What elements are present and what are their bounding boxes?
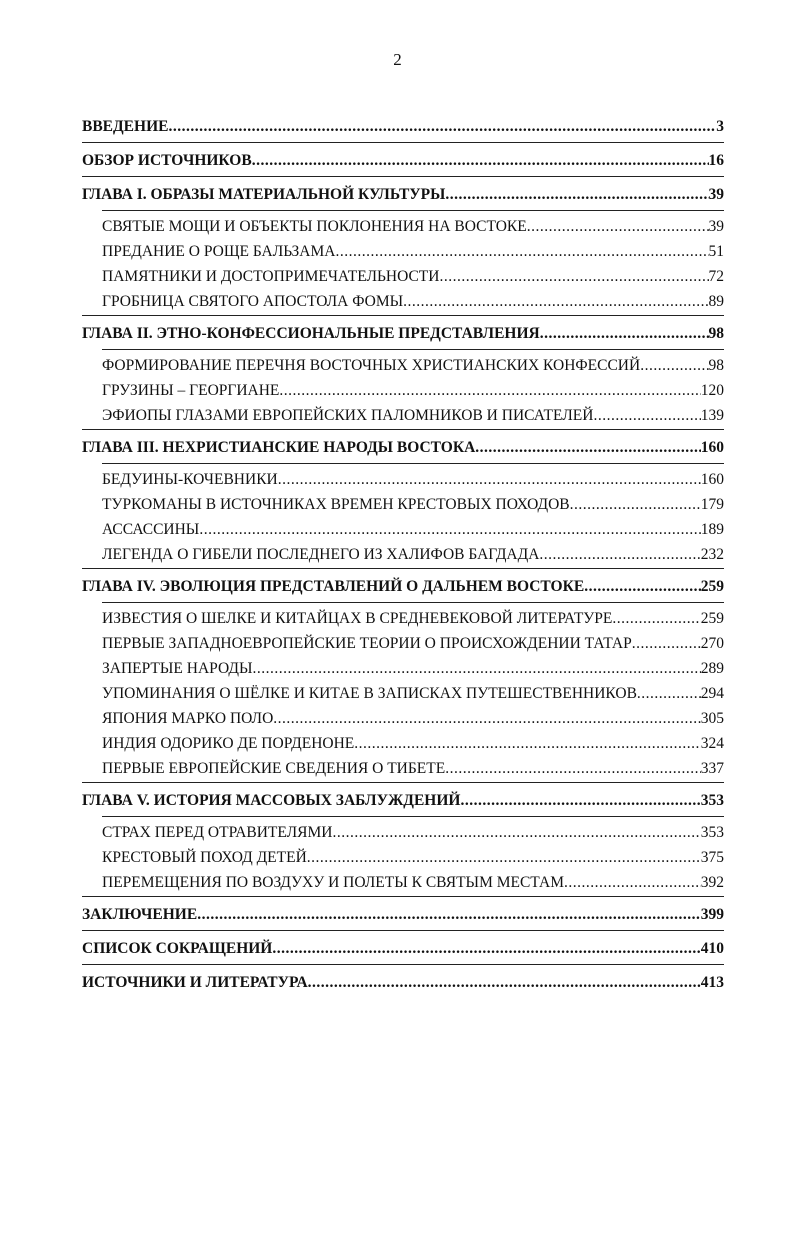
toc-leader-dots xyxy=(272,934,700,963)
toc-entry-title: СВЯТЫЕ МОЩИ И ОБЪЕКТЫ ПОКЛОНЕНИЯ НА ВОСТОКЕ xyxy=(102,218,527,235)
toc-chapter-entry xyxy=(82,180,724,209)
chapter-divider xyxy=(102,349,724,350)
toc-entry-page: 294 xyxy=(700,685,724,702)
toc-chapter-entry xyxy=(82,146,724,175)
toc-entry-title: ПЕРВЫЕ ЗАПАДНОЕВРОПЕЙСКИЕ ТЕОРИИ О ПРОИСХОЖДЕНИИ ТАТАР xyxy=(102,635,632,652)
toc-entry-page: 413 xyxy=(700,974,724,991)
toc-leader-dots xyxy=(307,845,701,870)
toc-leader-dots xyxy=(335,239,708,264)
table-of-contents xyxy=(82,112,724,997)
toc-section-entry xyxy=(102,403,724,428)
toc-entry-title: КРЕСТОВЫЙ ПОХОД ДЕТЕЙ xyxy=(102,849,307,866)
toc-section-entry xyxy=(102,378,724,403)
toc-leader-dots xyxy=(199,517,700,542)
toc-entry-title: ОБЗОР ИСТОЧНИКОВ xyxy=(82,152,252,169)
toc-entry-title: ИСТОЧНИКИ И ЛИТЕРАТУРА xyxy=(82,974,308,991)
chapter-divider xyxy=(82,896,724,897)
toc-leader-dots xyxy=(439,264,708,289)
toc-section-entry xyxy=(102,517,724,542)
toc-entry-title: ГЛАВА III. НЕХРИСТИАНСКИЕ НАРОДЫ ВОСТОКА xyxy=(82,439,476,456)
toc-leader-dots xyxy=(354,731,701,756)
toc-leader-dots xyxy=(403,289,708,314)
toc-leader-dots xyxy=(278,467,701,492)
toc-entry-title: ПРЕДАНИЕ О РОЩЕ БАЛЬЗАМА xyxy=(102,243,336,260)
toc-section-entry xyxy=(102,214,724,239)
page-number: 2 xyxy=(393,50,402,69)
toc-entry-page: 189 xyxy=(700,521,724,538)
toc-chapter-entry xyxy=(82,112,724,141)
toc-section-entry xyxy=(102,631,724,656)
chapter-divider xyxy=(102,602,724,603)
toc-entry-title: ФОРМИРОВАНИЕ ПЕРЕЧНЯ ВОСТОЧНЫХ ХРИСТИАНСКИХ КОНФЕССИЙ xyxy=(102,357,641,374)
toc-entry-title: ВВЕДЕНИЕ xyxy=(82,118,169,135)
toc-leader-dots xyxy=(279,378,700,403)
toc-entry-title: ИНДИЯ ОДОРИКО ДЕ ПОРДЕНОНЕ xyxy=(102,735,355,752)
toc-entry-title: ГЛАВА II. ЭТНО-КОНФЕССИОНАЛЬНЫЕ ПРЕДСТАВЛЕНИЯ xyxy=(82,325,540,342)
toc-entry-title: ЭФИОПЫ ГЛАЗАМИ ЕВРОПЕЙСКИХ ПАЛОМНИКОВ И ПИСАТЕЛЕЙ xyxy=(102,407,594,424)
entry-divider xyxy=(82,176,724,177)
toc-entry-page: 179 xyxy=(700,496,724,513)
toc-entry-page: 160 xyxy=(700,439,724,456)
toc-entry-title: ГЛАВА IV. ЭВОЛЮЦИЯ ПРЕДСТАВЛЕНИЙ О ДАЛЬНЕМ ВОСТОКЕ xyxy=(82,578,585,595)
entry-divider xyxy=(82,142,724,143)
toc-entry-page: 353 xyxy=(700,792,724,809)
toc-entry-title: ЗАКЛЮЧЕНИЕ xyxy=(82,906,198,923)
toc-section-entry xyxy=(102,239,724,264)
toc-entry-title: ЗАПЕРТЫЕ НАРОДЫ xyxy=(102,660,253,677)
toc-entry-page: 270 xyxy=(700,635,724,652)
toc-chapter-entry xyxy=(82,900,724,929)
chapter-divider xyxy=(82,782,724,783)
toc-entry-page: 89 xyxy=(708,293,724,310)
toc-leader-dots xyxy=(527,214,709,239)
toc-entry-title: УПОМИНАНИЯ О ШЁЛКЕ И КИТАЕ В ЗАПИСКАХ ПУТЕШЕСТВЕННИКОВ xyxy=(102,685,637,702)
chapter-divider xyxy=(82,315,724,316)
chapter-divider xyxy=(82,429,724,430)
toc-leader-dots xyxy=(445,180,708,209)
toc-entry-title: ГЛАВА V. ИСТОРИЯ МАССОВЫХ ЗАБЛУЖДЕНИЙ xyxy=(82,792,461,809)
toc-leader-dots xyxy=(460,786,700,815)
toc-chapter-entry xyxy=(82,433,724,462)
toc-leader-dots xyxy=(475,433,700,462)
toc-entry-page: 16 xyxy=(708,152,724,169)
toc-section-entry xyxy=(102,467,724,492)
toc-leader-dots xyxy=(273,706,700,731)
toc-entry-title: БЕДУИНЫ-КОЧЕВНИКИ xyxy=(102,471,278,488)
toc-entry-title: ГРОБНИЦА СВЯТОГО АПОСТОЛА ФОМЫ xyxy=(102,293,404,310)
toc-section-entry xyxy=(102,606,724,631)
toc-chapter-entry xyxy=(82,968,724,997)
toc-section-entry xyxy=(102,820,724,845)
toc-chapter-entry xyxy=(82,319,724,348)
toc-entry-title: ИЗВЕСТИЯ О ШЕЛКЕ И КИТАЙЦАХ В СРЕДНЕВЕКОВОЙ ЛИТЕРАТУРЕ xyxy=(102,610,613,627)
toc-entry-page: 39 xyxy=(708,218,724,235)
toc-chapter-entry xyxy=(82,572,724,601)
chapter-divider xyxy=(82,568,724,569)
chapter-divider xyxy=(102,816,724,817)
toc-leader-dots xyxy=(570,492,701,517)
toc-entry-page: 51 xyxy=(708,243,724,260)
toc-section-entry xyxy=(102,656,724,681)
toc-entry-page: 39 xyxy=(708,186,724,203)
chapter-divider xyxy=(102,463,724,464)
toc-leader-dots xyxy=(252,656,700,681)
toc-entry-page: 259 xyxy=(700,610,724,627)
toc-leader-dots xyxy=(252,146,709,175)
toc-entry-page: 139 xyxy=(700,407,724,424)
toc-leader-dots xyxy=(308,968,701,997)
toc-leader-dots xyxy=(540,319,709,348)
toc-section-entry xyxy=(102,681,724,706)
toc-section-entry xyxy=(102,353,724,378)
toc-leader-dots xyxy=(539,542,700,567)
toc-entry-page: 399 xyxy=(700,906,724,923)
toc-leader-dots xyxy=(564,870,701,895)
toc-entry-page: 375 xyxy=(700,849,724,866)
toc-entry-title: ТУРКОМАНЫ В ИСТОЧНИКАХ ВРЕМЕН КРЕСТОВЫХ ПОХОДОВ xyxy=(102,496,570,513)
toc-entry-title: ПАМЯТНИКИ И ДОСТОПРИМЕЧАТЕЛЬНОСТИ xyxy=(102,268,440,285)
toc-leader-dots xyxy=(612,606,700,631)
toc-entry-title: ЛЕГЕНДА О ГИБЕЛИ ПОСЛЕДНЕГО ИЗ ХАЛИФОВ БАГДАДА xyxy=(102,546,540,563)
toc-entry-page: 120 xyxy=(700,382,724,399)
toc-leader-dots xyxy=(445,756,701,781)
toc-leader-dots xyxy=(584,572,701,601)
toc-leader-dots xyxy=(637,681,701,706)
toc-section-entry xyxy=(102,845,724,870)
toc-leader-dots xyxy=(640,353,708,378)
toc-entry-page: 160 xyxy=(700,471,724,488)
toc-entry-page: 337 xyxy=(700,760,724,777)
toc-entry-title: ПЕРВЫЕ ЕВРОПЕЙСКИЕ СВЕДЕНИЯ О ТИБЕТЕ xyxy=(102,760,446,777)
toc-entry-title: ЯПОНИЯ МАРКО ПОЛО xyxy=(102,710,274,727)
chapter-divider xyxy=(102,210,724,211)
toc-entry-page: 410 xyxy=(700,940,724,957)
toc-entry-page: 353 xyxy=(700,824,724,841)
toc-entry-page: 392 xyxy=(700,874,724,891)
toc-entry-page: 232 xyxy=(700,546,724,563)
toc-section-entry xyxy=(102,870,724,895)
toc-entry-page: 289 xyxy=(700,660,724,677)
toc-entry-page: 324 xyxy=(700,735,724,752)
entry-divider xyxy=(82,930,724,931)
toc-entry-title: АССАССИНЫ xyxy=(102,521,200,538)
toc-leader-dots xyxy=(333,820,701,845)
toc-leader-dots xyxy=(197,900,701,929)
toc-entry-page: 259 xyxy=(700,578,724,595)
toc-entry-title: ГЛАВА I. ОБРАЗЫ МАТЕРИАЛЬНОЙ КУЛЬТУРЫ xyxy=(82,186,446,203)
toc-section-entry xyxy=(102,731,724,756)
toc-section-entry xyxy=(102,542,724,567)
toc-leader-dots xyxy=(593,403,700,428)
toc-entry-page: 98 xyxy=(708,357,724,374)
toc-leader-dots xyxy=(168,112,716,141)
toc-section-entry xyxy=(102,264,724,289)
toc-entry-page: 3 xyxy=(716,118,724,135)
toc-section-entry xyxy=(102,756,724,781)
toc-section-entry xyxy=(102,289,724,314)
toc-entry-page: 305 xyxy=(700,710,724,727)
toc-leader-dots xyxy=(632,631,701,656)
toc-section-entry xyxy=(102,492,724,517)
toc-entry-title: ГРУЗИНЫ – ГЕОРГИАНЕ xyxy=(102,382,280,399)
entry-divider xyxy=(82,964,724,965)
toc-entry-title: СПИСОК СОКРАЩЕНИЙ xyxy=(82,940,273,957)
toc-chapter-entry xyxy=(82,786,724,815)
toc-entry-page: 98 xyxy=(708,325,724,342)
toc-section-entry xyxy=(102,706,724,731)
toc-chapter-entry xyxy=(82,934,724,963)
toc-entry-title: СТРАХ ПЕРЕД ОТРАВИТЕЛЯМИ xyxy=(102,824,333,841)
toc-entry-title: ПЕРЕМЕЩЕНИЯ ПО ВОЗДУХУ И ПОЛЕТЫ К СВЯТЫМ МЕСТАМ xyxy=(102,874,564,891)
toc-entry-page: 72 xyxy=(708,268,724,285)
